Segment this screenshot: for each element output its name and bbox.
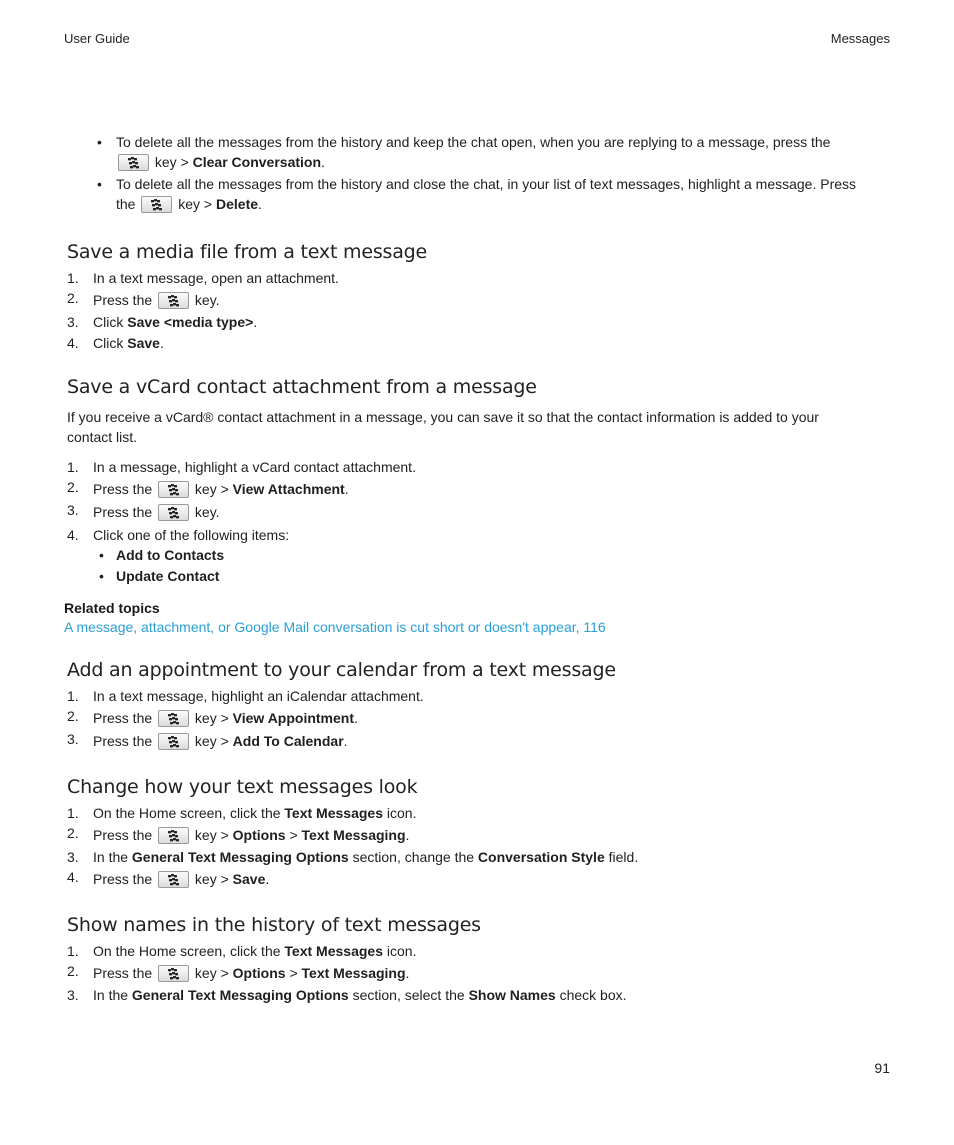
blackberry-menu-key-icon — [158, 827, 189, 844]
step-number: 4. — [67, 527, 79, 543]
blackberry-menu-key-icon — [158, 965, 189, 982]
step-text: Press the key > Options > Text Messaging. — [93, 965, 410, 981]
related-topic-link[interactable]: A message, attachment, or Google Mail conversation is cut short or doesn't appear, 116 — [64, 619, 606, 635]
related-topics-label: Related topics — [64, 600, 160, 616]
page-number: 91 — [874, 1060, 890, 1076]
bullet: • — [97, 134, 102, 150]
step-text: Press the key > View Attachment. — [93, 481, 349, 497]
blackberry-menu-key-icon — [158, 710, 189, 727]
blackberry-menu-key-icon — [158, 871, 189, 888]
step-number: 3. — [67, 849, 79, 865]
step-text: Press the key. — [93, 504, 220, 520]
step-number: 4. — [67, 335, 79, 351]
step-number: 1. — [67, 943, 79, 959]
blackberry-menu-key-icon — [118, 154, 149, 171]
bullet: • — [99, 568, 104, 584]
running-header-left: User Guide — [64, 31, 130, 46]
step-text: In a text message, open an attachment. — [93, 270, 339, 286]
step-number: 1. — [67, 805, 79, 821]
intro-bullet-2-line-1: To delete all the messages from the history and close the chat, in your list of text messages, highlight a message. Press — [116, 176, 857, 192]
section-title-save-vcard: Save a vCard contact attachment from a message — [67, 376, 537, 398]
step-text: On the Home screen, click the Text Messages icon. — [93, 943, 417, 959]
step-text: Press the key > Add To Calendar. — [93, 733, 348, 749]
blackberry-menu-key-icon — [158, 481, 189, 498]
bullet: • — [99, 547, 104, 563]
intro-bullet-1-line-2: key > Clear Conversation. — [116, 152, 325, 172]
sub-item: Update Contact — [116, 568, 220, 584]
step-number: 3. — [67, 731, 79, 747]
step-number: 3. — [67, 987, 79, 1003]
step-number: 1. — [67, 459, 79, 475]
step-text: In a message, highlight a vCard contact attachment. — [93, 459, 416, 475]
section-title-show-names: Show names in the history of text messages — [67, 914, 481, 936]
step-number: 2. — [67, 290, 79, 306]
paragraph-line-1: If you receive a vCard® contact attachment in a message, you can save it so that the contact information is added to your — [67, 409, 819, 425]
step-number: 4. — [67, 869, 79, 885]
section-title-save-media: Save a media file from a text message — [67, 241, 428, 263]
blackberry-menu-key-icon — [158, 733, 189, 750]
step-text: Press the key. — [93, 292, 220, 308]
step-text: In a text message, highlight an iCalendar attachment. — [93, 688, 424, 704]
paragraph-line-2: contact list. — [67, 429, 138, 445]
step-number: 2. — [67, 479, 79, 495]
step-number: 3. — [67, 314, 79, 330]
step-number: 1. — [67, 688, 79, 704]
bullet: • — [97, 176, 102, 192]
step-number: 2. — [67, 825, 79, 841]
step-text: Click Save. — [93, 335, 164, 351]
section-title-add-appointment: Add an appointment to your calendar from a text message — [67, 659, 616, 681]
intro-bullet-1-line-1: To delete all the messages from the history and keep the chat open, when you are replying to a message, press the — [116, 134, 831, 150]
section-title-change-look: Change how your text messages look — [67, 776, 418, 798]
blackberry-menu-key-icon — [158, 504, 189, 521]
step-text: On the Home screen, click the Text Messages icon. — [93, 805, 417, 821]
step-number: 2. — [67, 963, 79, 979]
step-number: 3. — [67, 502, 79, 518]
step-number: 2. — [67, 708, 79, 724]
step-text: In the General Text Messaging Options section, select the Show Names check box. — [93, 987, 627, 1003]
step-text: Press the key > Save. — [93, 871, 270, 887]
step-text: In the General Text Messaging Options section, change the Conversation Style field. — [93, 849, 639, 865]
blackberry-menu-key-icon — [141, 196, 172, 213]
sub-item: Add to Contacts — [116, 547, 225, 563]
step-text: Click one of the following items: — [93, 527, 290, 543]
step-text: Press the key > View Appointment. — [93, 710, 358, 726]
intro-bullet-2-line-2: the key > Delete. — [116, 196, 262, 212]
step-number: 1. — [67, 270, 79, 286]
step-text: Click Save <media type>. — [93, 314, 258, 330]
running-header-right: Messages — [830, 31, 890, 46]
step-text: Press the key > Options > Text Messaging. — [93, 827, 410, 843]
blackberry-menu-key-icon — [158, 292, 189, 309]
